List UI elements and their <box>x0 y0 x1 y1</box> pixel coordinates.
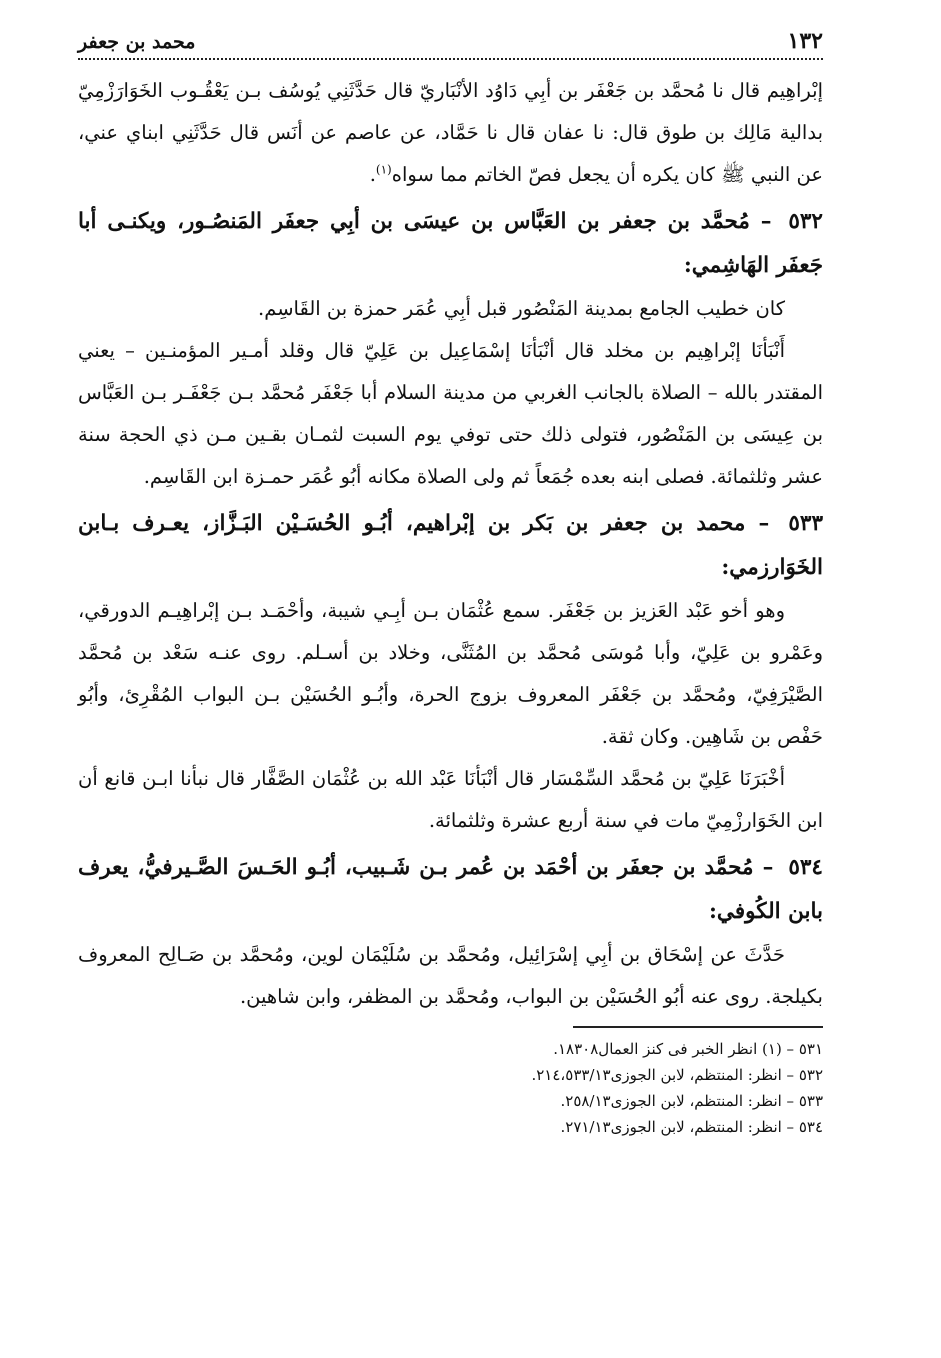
footnote: ٥٣١ – (١) انظر الخبر فى كنز العمال١٨٣٠٨. <box>553 1040 823 1058</box>
entry-number: ٥٣٤ <box>788 855 823 880</box>
footnote-divider <box>573 1026 823 1028</box>
entry-heading: – محمد بن جعفر بن بَكر بن إبْراهيم، أبُـو الحُسَـيْن البَـزَّاز، يعـرف بـابن الخَوَارزمي: <box>78 511 823 580</box>
entry-paragraph: أخْبَرَنَا عَلِيّ بن مُحمَّد السِّمْسَار قال أنْبَأنَا عَبْد الله بن عُثْمَان الصَّفَّار قال نبأنا ابـن قانع أن ابن الخَوَارزْمِيّ مات في سنة أربع عشرة وثلثمائة. <box>78 767 823 832</box>
footnote-marker: (١) <box>375 162 392 177</box>
footnote: ٥٣٤ – انظر: المنتظم، لابن الجوزى٢٧١/١٣. <box>560 1118 823 1136</box>
entry-532 <box>78 200 823 498</box>
footnotes <box>78 1036 823 1140</box>
entry-title <box>78 200 823 288</box>
entry-paragraph: أَنْبَأنَا إبْراهِيم بن مخلد قال أنْبَأنَا إسْمَاعِيل بن عَلِيّ قال وقلد أمـير المؤمنـين – يعني المقتدر بالله – الصلاة بالجانب الغربي من مدينة السلام أبا جَعْفَر مُحمَّد بـن جَعْفَـر بـن العَبَّاس بن عِيسَى بن المَنْصُور، فتولى ذلك حتى توفي يوم السبت لثمـان بقـين مـن ذي الحجة سنة عشر وثلثمائة. فصلى ابنه بعده جُمَعاً ثم ولى الصلاة مكانه أبُو عُمَر حمـزة ابن القَاسِم. <box>78 339 823 488</box>
entry-paragraph: كان خطيب الجامع بمدينة المَنْصُور قبل أبِي عُمَر حمزة بن القَاسِم. <box>258 297 785 320</box>
running-title: محمد بن جعفر <box>78 31 196 53</box>
entry-534 <box>78 846 823 1018</box>
book-page <box>78 28 823 1140</box>
entry-heading: – مُحمَّد بن جعفَر بن أحْمَد بن عُمر بـن شَـبيب، أبُـو الحَـسَ الصَّـيرفيُّ، يعرف بابن الكُوفي: <box>78 855 823 924</box>
footnote: ٥٣٣ – انظر: المنتظم، لابن الجوزى٢٥٨/١٣. <box>560 1092 823 1110</box>
continuation-end: . <box>369 163 376 186</box>
entry-number: ٥٣٢ <box>788 209 823 234</box>
continuation-text: إبْراهِيم قال نا مُحمَّد بن جَعْفَر بن أبِي دَاوُد الأنْبَاريّ قال حَدَّثَنِي يُوسُف بـن يَعْقُـوب الخَوَارَزْمِيّ بدالية مَالِك بن طوق قال: نا عفان قال نا حَمَّاد، عن عاصم عن أنَس قال حَدَّثَنِي ابناي عني، عن النبي ﷺ كان يكره أن يجعل فصّ الخاتم مما سواه <box>78 79 823 186</box>
footnote: ٥٣٢ – انظر: المنتظم، لابن الجوزى٢١٤،٥٣٣/١٣. <box>531 1066 823 1084</box>
entry-title <box>78 846 823 934</box>
entry-paragraph: حَدَّثَ عن إسْحَاق بن أبِي إسْرَائِيل، ومُحمَّد بن سُلَيْمَان لوين، ومُحمَّد بن صَـالِح المعروف بكيلجة. روى عنه أبُو الحُسَيْن بن البواب، ومُحمَّد بن المظفر، وابن شاهين. <box>78 943 823 1008</box>
entry-title <box>78 502 823 590</box>
running-header <box>78 28 823 60</box>
entry-paragraph: وهو أخو عَبْد العَزيز بن جَعْفَر. سمع عُثْمَان بـن أبِـي شيبة، وأحْمَـد بـن إبْراهِيـم الدورقي، وعَمْرو بن عَلِيّ، وأبا مُوسَى مُحمَّد بن المُثَنَّى، وخلاد بن أسـلم. روى عنـه سَعْد بن مُحمَّد الصَّيْرَفِيّ، ومُحمَّد بن جَعْفَر المعروف بزوج الحرة، وأبُـو الحُسَيْن بـن البواب المُقْرِئ، وأبُو حَفْص بن شَاهِين. وكان ثقة. <box>78 599 823 748</box>
continuation-paragraph <box>78 70 823 196</box>
page-number: ١٣٢ <box>787 28 823 54</box>
entry-heading: – مُحمَّد بن جعفر بن العَبَّاس بن عيسَى بن أبِي جعفَر المَنصُـور، ويكنـى أبا جَعفَر الهَاشِمي: <box>78 209 823 278</box>
entry-number: ٥٣٣ <box>788 511 823 536</box>
entry-533 <box>78 502 823 842</box>
